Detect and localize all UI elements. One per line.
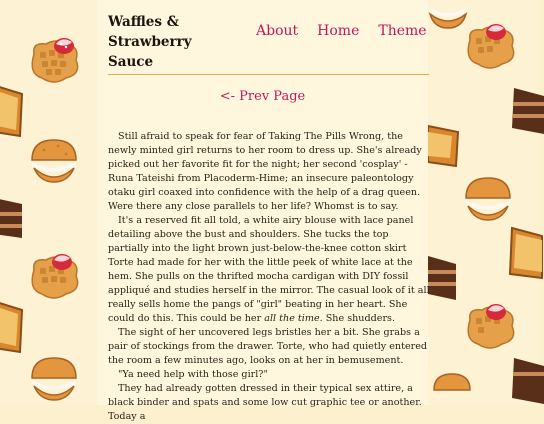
story-paragraph: They had already gotten dressed in their typical sex attire, a black binder and spats and some low cut graphic tee or another. Today a <box>108 383 422 422</box>
story-paragraph: Still afraid to speak for fear of Taking The Pills Wrong, the newly minted girl returns to her room to dress up. She's already picked out her favorite fit for the night; her second 'cosplay' - Runa Tateishi from Placoderm-Hime; an insecure paleontology otaku girl coaxed into confidence with the help of a drag queen. Were there any close parallels to her life? Whomst is to say. <box>108 131 422 212</box>
cream-puff-icon <box>28 352 80 404</box>
main-nav <box>256 22 446 40</box>
toast-slice-icon <box>428 124 462 168</box>
waffle-strawberry-icon <box>462 300 520 352</box>
chocolate-cake-icon <box>0 194 24 240</box>
toast-slice-icon <box>508 226 544 282</box>
cream-puff-icon <box>462 172 514 224</box>
story-emphasis: all the time <box>264 313 320 324</box>
right-decoration-band <box>428 0 540 405</box>
nav-theme-link[interactable]: Theme <box>378 23 427 39</box>
cream-puff-icon <box>28 134 80 186</box>
story-paragraph: "Ya need help with those girl?" <box>118 369 268 380</box>
toast-slice-icon <box>0 84 26 140</box>
story-paragraph <box>108 214 431 326</box>
story-text: . She shudders. <box>319 313 396 324</box>
waffle-strawberry-icon <box>26 34 84 86</box>
waffle-strawberry-icon <box>462 20 520 72</box>
chocolate-cake-icon <box>510 356 544 406</box>
story-paragraph: The sight of her uncovered legs bristles her a bit. She grabs a pair of stockings from the drawer. Torte, who had quietly entered the room a few minutes ago, looks on at her in bemusement. <box>108 327 428 366</box>
chocolate-cake-icon <box>510 86 544 136</box>
content-column <box>97 0 430 422</box>
cream-puff-icon <box>432 370 472 406</box>
toast-slice-icon <box>0 300 26 356</box>
chocolate-cake-icon <box>428 254 462 304</box>
header-divider <box>108 74 429 75</box>
site-title-line2: Strawberry Sauce <box>108 34 192 70</box>
site-title-line1: Waffles & <box>108 14 179 30</box>
site-header <box>108 12 428 70</box>
prev-page-link[interactable]: <- Prev Page <box>219 89 306 104</box>
pager <box>97 89 428 104</box>
nav-home-link[interactable]: Home <box>317 23 360 39</box>
story-text: It's a reserved fit all told, a white airy blouse with lace panel detailing above the bust and shoulders. She tucks the top partially into the light brown just-below-the-knee cotton skirt Torte had made for her with the little peek of white lace at the hem. She pulls on the thrifted mocha cardigan with DIY fossil appliqué and studies herself in the mirror. The casual look of it all really sells home the pangs of "girl" beating in her heart. She could do this. This could be her <box>108 215 430 324</box>
site-title <box>108 12 238 72</box>
left-decoration-band <box>0 0 97 405</box>
story-body <box>108 130 431 424</box>
waffle-strawberry-icon <box>26 250 84 302</box>
nav-about-link[interactable]: About <box>256 23 299 39</box>
